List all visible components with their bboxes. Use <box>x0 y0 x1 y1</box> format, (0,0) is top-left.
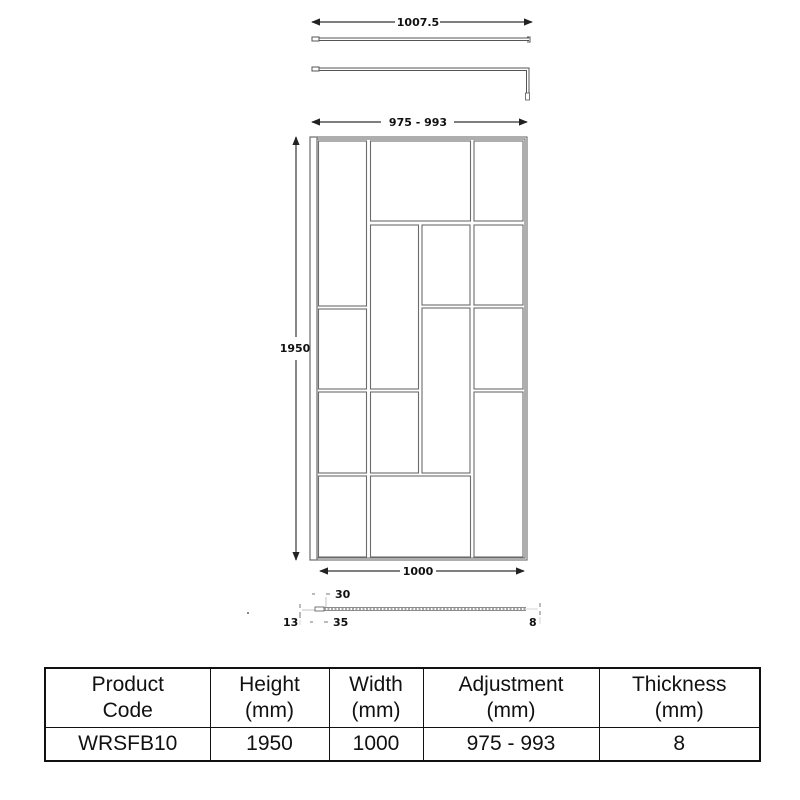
screen-panel <box>310 137 527 560</box>
glass-pane <box>474 141 523 221</box>
dimension-adjustment <box>312 116 527 129</box>
glass-pane <box>474 225 523 305</box>
glass-pane <box>319 392 367 473</box>
glass-pane <box>474 308 523 389</box>
glass-pane <box>474 392 523 557</box>
header-text: Thickness <box>631 673 727 696</box>
profile-label-30: 30 <box>335 588 351 601</box>
table-header-row <box>45 668 760 728</box>
header-height <box>210 668 329 728</box>
header-product-code <box>45 668 210 728</box>
header-width <box>329 668 423 728</box>
top-view-straight-bar <box>312 37 530 42</box>
dimension-label-1007-5: 1007.5 <box>396 16 440 29</box>
header-text: Product <box>91 673 164 696</box>
glass-pane <box>319 476 367 557</box>
header-text: (mm) <box>486 699 536 722</box>
specification-table <box>44 667 761 762</box>
header-text: Height <box>239 673 300 696</box>
glass-pane <box>371 476 471 557</box>
cell-width: 1000 <box>329 728 423 762</box>
header-text: (mm) <box>654 699 704 722</box>
glass-pane <box>371 141 471 221</box>
header-text: (mm) <box>245 699 294 722</box>
glass-pane <box>422 308 470 473</box>
header-text: Width <box>349 673 403 696</box>
glass-pane <box>319 141 367 306</box>
table-row <box>45 728 760 762</box>
header-thickness <box>599 668 760 728</box>
top-view-l-bar <box>312 67 530 100</box>
section-profile <box>247 588 540 629</box>
dimension-label-height: 1950 <box>279 342 311 355</box>
cell-adjustment: 975 - 993 <box>423 728 599 762</box>
cell-product-code: WRSFB10 <box>45 728 210 762</box>
cell-thickness: 8 <box>599 728 760 762</box>
glass-pane <box>319 309 367 389</box>
glass-pane <box>371 392 419 473</box>
header-text: (mm) <box>351 699 401 722</box>
dimension-height <box>280 137 311 560</box>
dimension-label-width: 1000 <box>402 565 434 578</box>
dimension-label-adjustment: 975 - 993 <box>388 116 448 129</box>
profile-label-13: 13 <box>283 616 299 629</box>
header-text: Code <box>102 699 153 722</box>
dimension-overall-width <box>312 16 532 29</box>
cell-height: 1950 <box>210 728 329 762</box>
header-adjustment <box>423 668 599 728</box>
header-text: Adjustment <box>458 673 564 696</box>
profile-label-35: 35 <box>333 616 349 629</box>
glass-pane <box>371 225 419 389</box>
dimension-width <box>320 565 524 578</box>
profile-label-8: 8 <box>529 616 537 629</box>
glass-pane <box>422 225 470 305</box>
